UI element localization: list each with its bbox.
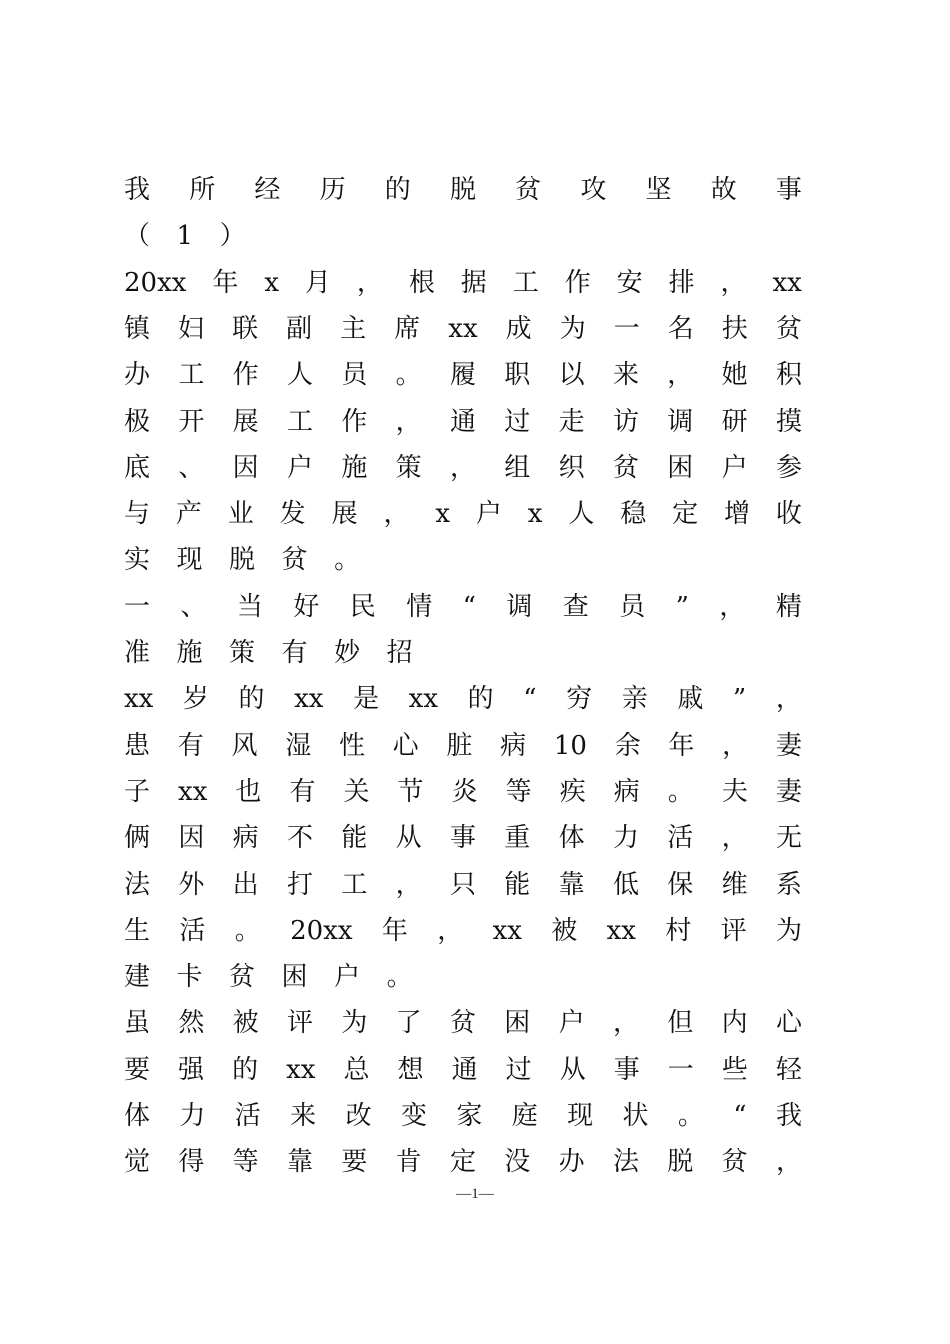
text-token: 扶 [721, 313, 748, 344]
text-token: 虽 [124, 1008, 151, 1039]
text-token: 策 [229, 638, 256, 668]
text-token: 组 [504, 452, 531, 483]
text-token: ， [612, 1008, 639, 1039]
text-token: 1 [176, 221, 194, 252]
text-token: 贫 [775, 313, 802, 344]
text-token: 因 [178, 823, 205, 854]
text-token: “ [523, 684, 537, 715]
text-token: 系 [775, 869, 802, 900]
text-token: 户 [475, 499, 502, 530]
text-token: 过 [505, 1054, 532, 1085]
text-token: ， [720, 267, 747, 298]
text-token: xx [408, 684, 438, 715]
text-token: 贫 [612, 452, 639, 483]
text-line [124, 1050, 802, 1090]
text-token: 保 [667, 869, 694, 900]
text-token: 摸 [775, 406, 802, 437]
text-token: 工 [512, 267, 539, 298]
text-line [124, 494, 802, 534]
text-token: ， [383, 499, 410, 530]
text-token: 为 [559, 313, 586, 344]
text-token: ， [722, 730, 749, 761]
text-token: 20xx [290, 915, 353, 946]
text-token: 招 [386, 638, 413, 668]
text-token: 活 [667, 823, 694, 854]
text-token: 通 [449, 406, 476, 437]
text-token: 作 [564, 267, 591, 298]
text-token: 要 [124, 1054, 151, 1085]
text-token: 定 [449, 1147, 476, 1178]
text-token: 员 [341, 360, 368, 391]
text-token: 。 [234, 915, 261, 946]
text-token: 靠 [286, 1147, 313, 1178]
text-line [124, 540, 802, 580]
text-token: 从 [559, 1054, 586, 1085]
text-token: 被 [551, 915, 578, 946]
text-line [124, 309, 802, 349]
text-token: 能 [341, 823, 368, 854]
text-token: 户 [558, 1008, 585, 1039]
text-token: 活 [179, 915, 206, 946]
text-token: 极 [124, 406, 151, 437]
text-token: 得 [178, 1147, 205, 1178]
text-token: 戚 [677, 684, 704, 715]
text-line [124, 1096, 802, 1136]
text-token: 内 [721, 1008, 748, 1039]
text-token: 妙 [334, 638, 361, 668]
text-token: 病 [500, 730, 527, 761]
text-token: 评 [286, 1008, 313, 1039]
text-token: 民 [349, 591, 376, 622]
text-token: 法 [124, 869, 151, 900]
text-token: 成 [505, 313, 532, 344]
text-token: 的 [232, 1054, 259, 1085]
text-token: 展 [331, 499, 358, 530]
text-token: 妻 [775, 730, 802, 761]
text-token: 。 [334, 545, 361, 576]
text-token: 员 [619, 591, 646, 622]
text-token: 脱 [229, 545, 256, 576]
text-token: 月 [304, 267, 331, 298]
text-token: ， [721, 823, 748, 854]
text-token: ） [219, 221, 246, 252]
text-token: 岁 [182, 684, 209, 715]
text-token: 没 [504, 1147, 531, 1178]
text-line [124, 772, 802, 812]
text-token: 法 [612, 1147, 639, 1178]
text-token: 故 [710, 175, 737, 205]
text-token: ， [667, 360, 694, 391]
text-token: 我 [775, 1101, 802, 1131]
text-token: 。 [677, 1101, 704, 1131]
text-token: 根 [408, 267, 435, 298]
text-token: 施 [176, 638, 203, 668]
text-token: 席 [394, 313, 421, 344]
text-token: 俩 [124, 823, 151, 854]
text-token: 办 [558, 1147, 585, 1178]
text-token: 当 [236, 591, 263, 622]
text-line [124, 679, 802, 719]
text-line [124, 957, 802, 997]
text-token: ， [395, 869, 422, 900]
text-line [124, 1003, 802, 1043]
text-token: 因 [232, 452, 259, 483]
text-token: 觉 [124, 1147, 151, 1178]
text-token: 力 [179, 1101, 206, 1131]
text-token: 展 [232, 406, 259, 437]
text-line [124, 170, 802, 210]
text-token: 活 [234, 1101, 261, 1131]
text-token: 户 [334, 962, 361, 993]
text-token: ， [775, 1147, 802, 1178]
text-token: 肯 [395, 1147, 422, 1178]
text-token: 稳 [620, 499, 647, 530]
text-token: 村 [665, 915, 692, 946]
text-token: ， [356, 267, 383, 298]
text-token: 能 [504, 869, 531, 900]
text-token: 户 [286, 452, 313, 483]
text-token: 无 [775, 823, 802, 854]
text-token: 等 [232, 1147, 259, 1178]
text-token: 事 [449, 823, 476, 854]
text-token: “ [462, 591, 476, 622]
text-token: x [435, 499, 451, 530]
text-token: 贫 [721, 1147, 748, 1178]
text-token: 关 [343, 776, 370, 807]
text-token: 脏 [446, 730, 473, 761]
text-token: 通 [451, 1054, 478, 1085]
text-token: 好 [293, 591, 320, 622]
text-token: 为 [341, 1008, 368, 1039]
text-token: 她 [721, 360, 748, 391]
text-token: 增 [724, 499, 751, 530]
text-token: 情 [406, 591, 433, 622]
text-token: 调 [667, 406, 694, 437]
text-token: 贫 [515, 175, 542, 205]
text-token: 了 [395, 1008, 422, 1039]
text-token: 业 [227, 499, 254, 530]
text-token: 的 [384, 175, 411, 205]
text-token: 困 [281, 962, 308, 993]
text-token: 湿 [285, 730, 312, 761]
text-token: 访 [612, 406, 639, 437]
text-token: 事 [775, 175, 802, 205]
text-token: 子 [124, 776, 151, 807]
text-token: 改 [345, 1101, 372, 1131]
text-token: ， [395, 406, 422, 437]
text-token: 一 [613, 313, 640, 344]
text-token: 病 [232, 823, 259, 854]
text-token: 脱 [449, 175, 476, 205]
text-token: 但 [667, 1008, 694, 1039]
text-token: 心 [775, 1008, 802, 1039]
text-token: x [527, 499, 543, 530]
text-token: 施 [341, 452, 368, 483]
page-number: —1— [456, 1186, 494, 1202]
text-token: xx [178, 776, 208, 807]
text-line [124, 355, 802, 395]
text-line [124, 726, 802, 766]
text-token: 我 [124, 175, 151, 205]
text-token: 参 [775, 452, 802, 483]
text-token: 开 [178, 406, 205, 437]
text-token: 要 [341, 1147, 368, 1178]
text-token: 安 [616, 267, 643, 298]
text-token: 心 [392, 730, 419, 761]
text-token: 履 [449, 360, 476, 391]
text-token: 困 [504, 1008, 531, 1039]
text-token: 历 [319, 175, 346, 205]
text-token: xx [492, 915, 522, 946]
text-token: 是 [353, 684, 380, 715]
text-line [124, 448, 802, 488]
text-token: 风 [231, 730, 258, 761]
text-token: 据 [460, 267, 487, 298]
text-token: 查 [562, 591, 589, 622]
text-token: 工 [341, 869, 368, 900]
text-token: 排 [668, 267, 695, 298]
text-token: xx [448, 313, 478, 344]
text-token: 来 [290, 1101, 317, 1131]
text-token: x [264, 267, 279, 298]
text-line [124, 1142, 802, 1182]
text-token: 现 [567, 1101, 594, 1131]
text-token: 镇 [124, 313, 151, 344]
text-token: 年 [668, 730, 695, 761]
text-token: 等 [505, 776, 532, 807]
text-token: 收 [775, 499, 802, 530]
text-token: 强 [178, 1054, 205, 1085]
text-token: 穷 [566, 684, 593, 715]
text-token: 、 [178, 452, 205, 483]
text-token: 庭 [511, 1101, 538, 1131]
text-token: 体 [558, 823, 585, 854]
text-token: 轻 [775, 1054, 802, 1085]
text-token: 性 [338, 730, 365, 761]
text-token: 织 [558, 452, 585, 483]
text-token: 调 [506, 591, 533, 622]
text-token: ， [719, 591, 746, 622]
text-token: 主 [340, 313, 367, 344]
text-token: 一 [124, 591, 151, 622]
text-token: 作 [232, 360, 259, 391]
text-token: 年 [212, 267, 239, 298]
text-token: ， [449, 452, 476, 483]
text-token: 现 [176, 545, 203, 576]
text-token: 坚 [645, 175, 672, 205]
text-token: 职 [504, 360, 531, 391]
text-token: 实 [124, 545, 151, 576]
text-token: ” [675, 591, 689, 622]
text-token: 靠 [558, 869, 585, 900]
text-token: 副 [286, 313, 313, 344]
text-token: 发 [279, 499, 306, 530]
text-token: 。 [667, 776, 694, 807]
text-token: 、 [180, 591, 207, 622]
text-token: xx [286, 1054, 316, 1085]
text-token: 产 [175, 499, 202, 530]
text-token: 困 [667, 452, 694, 483]
text-token: 出 [232, 869, 259, 900]
text-token: 走 [558, 406, 585, 437]
text-token: 一 [667, 1054, 694, 1085]
text-token: 经 [254, 175, 281, 205]
text-token: 。 [395, 360, 422, 391]
text-token: 定 [672, 499, 699, 530]
text-token: 想 [397, 1054, 424, 1085]
text-token: 卡 [176, 962, 203, 993]
text-token: 力 [612, 823, 639, 854]
text-token: xx [294, 684, 324, 715]
text-token: 生 [124, 915, 151, 946]
text-line [124, 633, 802, 673]
text-token: 底 [124, 452, 151, 483]
text-token: 维 [721, 869, 748, 900]
text-line [124, 216, 802, 256]
text-token: 办 [124, 360, 151, 391]
text-token: 策 [395, 452, 422, 483]
text-token: xx [124, 684, 154, 715]
text-token: 炎 [451, 776, 478, 807]
text-line [124, 402, 802, 442]
text-token: 体 [124, 1101, 151, 1131]
text-token: 些 [721, 1054, 748, 1085]
text-token: 贫 [449, 1008, 476, 1039]
text-line [124, 911, 802, 951]
text-token: 过 [504, 406, 531, 437]
text-token: 名 [667, 313, 694, 344]
text-token: 总 [343, 1054, 370, 1085]
text-token: 评 [720, 915, 747, 946]
text-token: 贫 [229, 962, 256, 993]
text-token: 10 [553, 730, 587, 761]
text-token: 准 [124, 638, 151, 668]
text-token: 精 [775, 591, 802, 622]
text-token: 户 [721, 452, 748, 483]
text-token: 有 [177, 730, 204, 761]
text-line [124, 587, 802, 627]
text-token: 攻 [580, 175, 607, 205]
text-token: 节 [397, 776, 424, 807]
text-token: 为 [775, 915, 802, 946]
text-token: 以 [558, 360, 585, 391]
text-token: xx [772, 267, 802, 298]
text-token: 重 [504, 823, 531, 854]
text-token: 人 [286, 360, 313, 391]
text-token: 从 [395, 823, 422, 854]
text-token: 余 [614, 730, 641, 761]
text-token: 研 [721, 406, 748, 437]
text-token: 亲 [621, 684, 648, 715]
text-token: 低 [612, 869, 639, 900]
text-token: 外 [178, 869, 205, 900]
text-token: 然 [178, 1008, 205, 1039]
text-token: 脱 [667, 1147, 694, 1178]
text-token: 也 [235, 776, 262, 807]
text-token: 年 [381, 915, 408, 946]
text-token: “ [733, 1101, 747, 1131]
text-token: 有 [289, 776, 316, 807]
text-token: 的 [467, 684, 494, 715]
text-token: 妻 [775, 776, 802, 807]
text-token: （ [124, 221, 151, 252]
text-token: 妇 [178, 313, 205, 344]
text-token: ” [732, 684, 747, 715]
text-token: 不 [286, 823, 313, 854]
text-token: 患 [124, 730, 151, 761]
text-token: 联 [232, 313, 259, 344]
text-token: xx [606, 915, 636, 946]
text-token: 家 [456, 1101, 483, 1131]
text-token: 贫 [281, 545, 308, 576]
text-token: ， [437, 915, 464, 946]
text-line [124, 818, 802, 858]
text-token: 有 [281, 638, 308, 668]
text-token: 打 [286, 869, 313, 900]
text-token: 建 [124, 962, 151, 993]
text-token: 与 [124, 499, 151, 530]
text-token: 状 [622, 1101, 649, 1131]
text-token: ， [775, 684, 802, 715]
text-token: 事 [613, 1054, 640, 1085]
text-token: 。 [386, 962, 413, 993]
text-line [124, 865, 802, 905]
text-token: 被 [232, 1008, 259, 1039]
text-token: 只 [449, 869, 476, 900]
text-token: 来 [612, 360, 639, 391]
text-token: 的 [238, 684, 265, 715]
text-token: 工 [178, 360, 205, 391]
text-token: 病 [613, 776, 640, 807]
text-token: 夫 [721, 776, 748, 807]
text-token: 工 [286, 406, 313, 437]
text-token: 疾 [559, 776, 586, 807]
text-token: 人 [568, 499, 595, 530]
text-token: 变 [400, 1101, 427, 1131]
text-token: 所 [189, 175, 216, 205]
text-token: 积 [775, 360, 802, 391]
text-line [124, 263, 802, 303]
text-token: 作 [341, 406, 368, 437]
text-token: 20xx [124, 267, 187, 298]
